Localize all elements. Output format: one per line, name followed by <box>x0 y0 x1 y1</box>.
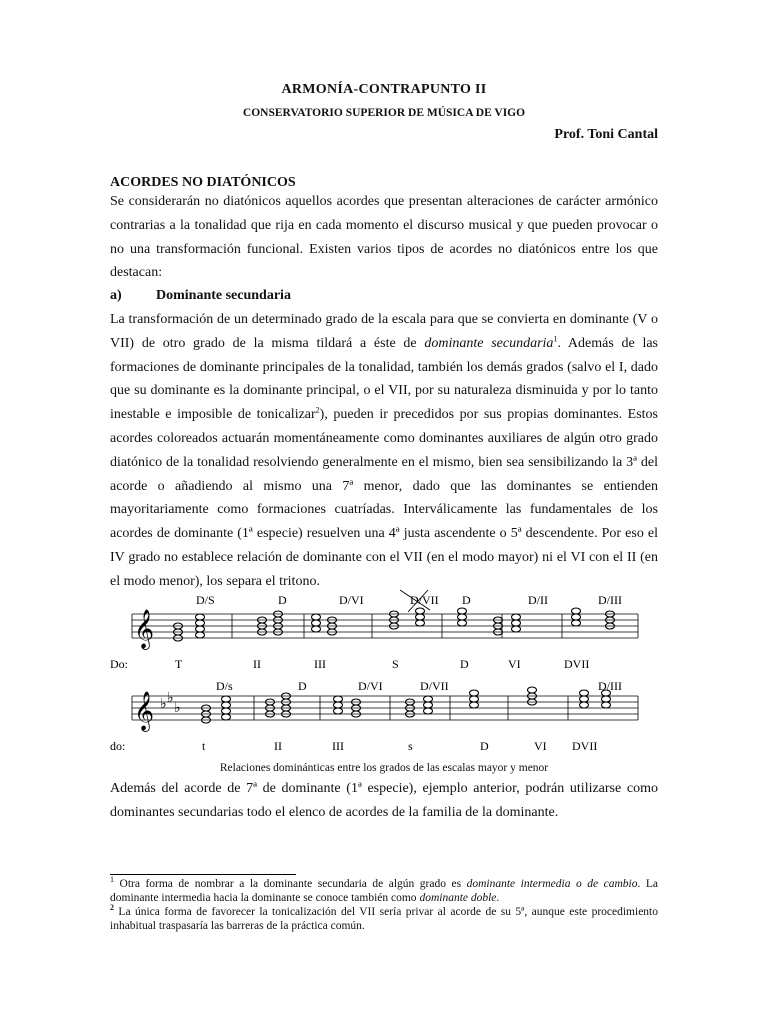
note-head <box>334 708 343 714</box>
document-subtitle: CONSERVATORIO SUPERIOR DE MÚSICA DE VIGO <box>242 107 526 119</box>
note-head <box>196 620 205 626</box>
note-head <box>416 614 425 620</box>
key-label-major: Do: <box>110 657 128 671</box>
footnote-2 <box>110 903 658 933</box>
note-head <box>572 614 581 620</box>
key-label-minor: do: <box>110 739 126 753</box>
note-head <box>528 687 537 693</box>
footnote-text: Otra forma de nombrar a la dominante secundaria de algún grado es <box>114 878 467 890</box>
figure-caption: Relaciones dominánticas entre los grados de las escalas mayor y menor <box>219 762 549 774</box>
footnote-ref-2: 2 <box>315 405 320 415</box>
note-head <box>424 708 433 714</box>
footnote-number: 2 <box>110 903 114 913</box>
note-head <box>196 626 205 632</box>
degree-label: VI <box>534 739 547 753</box>
note-head <box>470 702 479 708</box>
note-head <box>334 696 343 702</box>
note-head <box>458 608 467 614</box>
note-head <box>222 702 231 708</box>
note-head <box>602 696 611 702</box>
flat-icon: ♭ <box>174 701 181 716</box>
degree-label: III <box>332 739 344 753</box>
note-head <box>572 608 581 614</box>
degree-label: s <box>408 739 413 753</box>
note-head <box>312 620 321 626</box>
note-head <box>458 620 467 626</box>
note-head <box>458 614 467 620</box>
flat-icon: ♭ <box>160 697 167 712</box>
term-dominante-secundaria: dominante secundaria <box>424 335 554 351</box>
note-head <box>512 626 521 632</box>
note-head <box>222 696 231 702</box>
note-head <box>470 696 479 702</box>
degree-label: S <box>392 657 399 671</box>
chord-label: D/III <box>598 679 622 693</box>
degree-label: D <box>460 657 469 671</box>
note-head <box>580 696 589 702</box>
chord-label: D/VI <box>358 679 383 693</box>
chord-label: D/VII <box>410 593 439 607</box>
chord-label: D <box>298 679 307 693</box>
chord-label: D/III <box>598 593 622 607</box>
note-head <box>416 620 425 626</box>
note-head <box>470 690 479 696</box>
note-head <box>602 702 611 708</box>
note-head <box>580 690 589 696</box>
body-paragraph <box>110 308 658 594</box>
chord-label: D <box>462 593 471 607</box>
flat-icon: ♭ <box>167 691 174 706</box>
degree-label: DVII <box>564 657 590 671</box>
body-text-part: . Además de las formaciones de dominante principales de la tonalidad, también los demás grados (salvo el I, dado que su dominante es la dominante principal, o el VII, por su naturaleza disminuida y por lo tanto inestable e imposible de tonicalizar <box>110 335 658 423</box>
subsection-title: Dominante secundaria <box>156 288 291 303</box>
after-text: Además del acorde de 7ª de dominante (1ª especie), ejemplo anterior, podrán utilizarse como dominantes secundarias todo el elenco de acordes de la familia de la dominante. <box>110 781 658 820</box>
degree-label: II <box>274 739 282 753</box>
footnote-term: dominante doble <box>419 891 497 904</box>
degree-label: t <box>202 739 206 753</box>
footnote-number: 1 <box>110 875 114 885</box>
treble-clef-icon: 𝄞 <box>134 611 155 648</box>
note-head <box>512 614 521 620</box>
footnote-text: . La dominante intermedia hacia la dominante se conoce también como <box>110 878 658 904</box>
after-paragraph <box>110 777 658 825</box>
degree-label: VI <box>508 657 521 671</box>
major-staff <box>132 614 638 638</box>
note-head <box>196 632 205 638</box>
chord-label: D <box>278 593 287 607</box>
note-head <box>312 626 321 632</box>
chord-label: D/s <box>216 679 233 693</box>
chord-label: D/II <box>528 593 548 607</box>
chord-label: D/S <box>196 593 215 607</box>
note-head <box>512 620 521 626</box>
note-head <box>580 702 589 708</box>
footnote-1 <box>110 875 658 905</box>
footnote-text: La única forma de favorecer la tonicalización del VII sería privar al acorde de su 5ª, aunque este procedimiento inhabitual traspasaría las barreras de la práctica común. <box>110 906 658 932</box>
degree-label: II <box>253 657 261 671</box>
footnote-text: . <box>496 891 500 904</box>
footnote-divider <box>110 874 296 875</box>
footnote-ref-1: 1 <box>553 334 558 344</box>
note-head <box>334 702 343 708</box>
note-head <box>312 614 321 620</box>
note-head <box>572 620 581 626</box>
chord-label: D/VI <box>339 593 364 607</box>
footnote-term: dominante intermedia o de cambio <box>466 878 638 890</box>
music-example <box>110 588 658 760</box>
degree-label: III <box>314 657 326 671</box>
degree-label: D <box>480 739 489 753</box>
note-head <box>416 608 425 614</box>
section-title: ACORDES NO DIATÓNICOS <box>110 175 296 190</box>
subsection-label: a) <box>110 288 122 303</box>
treble-clef-icon: 𝄞 <box>134 693 155 730</box>
note-head <box>222 708 231 714</box>
document-title: ARMONÍA-CONTRAPUNTO II <box>281 82 487 97</box>
chord-label: D/VII <box>420 679 449 693</box>
degree-label: T <box>175 657 183 671</box>
intro-text: Se considerarán no diatónicos aquellos acordes que presentan alteraciones de carácter armónico contrarias a la tonalidad que rija en cada momento el discurso musical y que pueden provocar o no una transformación funcional. Existen varios tipos de acordes no diatónicos entre los que destacan: <box>110 194 658 281</box>
degree-label: DVII <box>572 739 598 753</box>
note-head <box>196 614 205 620</box>
note-head <box>222 714 231 720</box>
body-text-part: La transformación de un determinado grado de la escala para que se convierta en dominante (V o VII) de otro grado de la misma tildará a éste de <box>110 312 658 351</box>
note-head <box>424 696 433 702</box>
body-text-part: ), pueden ir precedidos por sus propias dominantes. Estos acordes coloreados actuarán momentáneamente como dominantes auxiliares de algún otro grado diatónico de la tonalidad resolviendo generalmente en el mismo, bien sea sensibilizando la 3ª del acorde o añadiendo al mismo una 7ª menor, dado que las dominantes se entienden mayoritariamente como formaciones cuatríadas. Interválicamente las fundamentales de los acordes de dominante (1ª especie) resuelven una 4ª justa ascendente o 5ª descendente. Por eso el IV grado no establece relación de dominante con el VII (en el modo mayor) ni el VI con el II (en el modo menor), los separa el tritono. <box>110 407 658 589</box>
body-text <box>110 308 658 594</box>
note-head <box>424 702 433 708</box>
professor-name: Prof. Toni Cantal <box>554 127 658 142</box>
intro-paragraph <box>110 190 658 285</box>
subsection-heading <box>110 288 291 304</box>
